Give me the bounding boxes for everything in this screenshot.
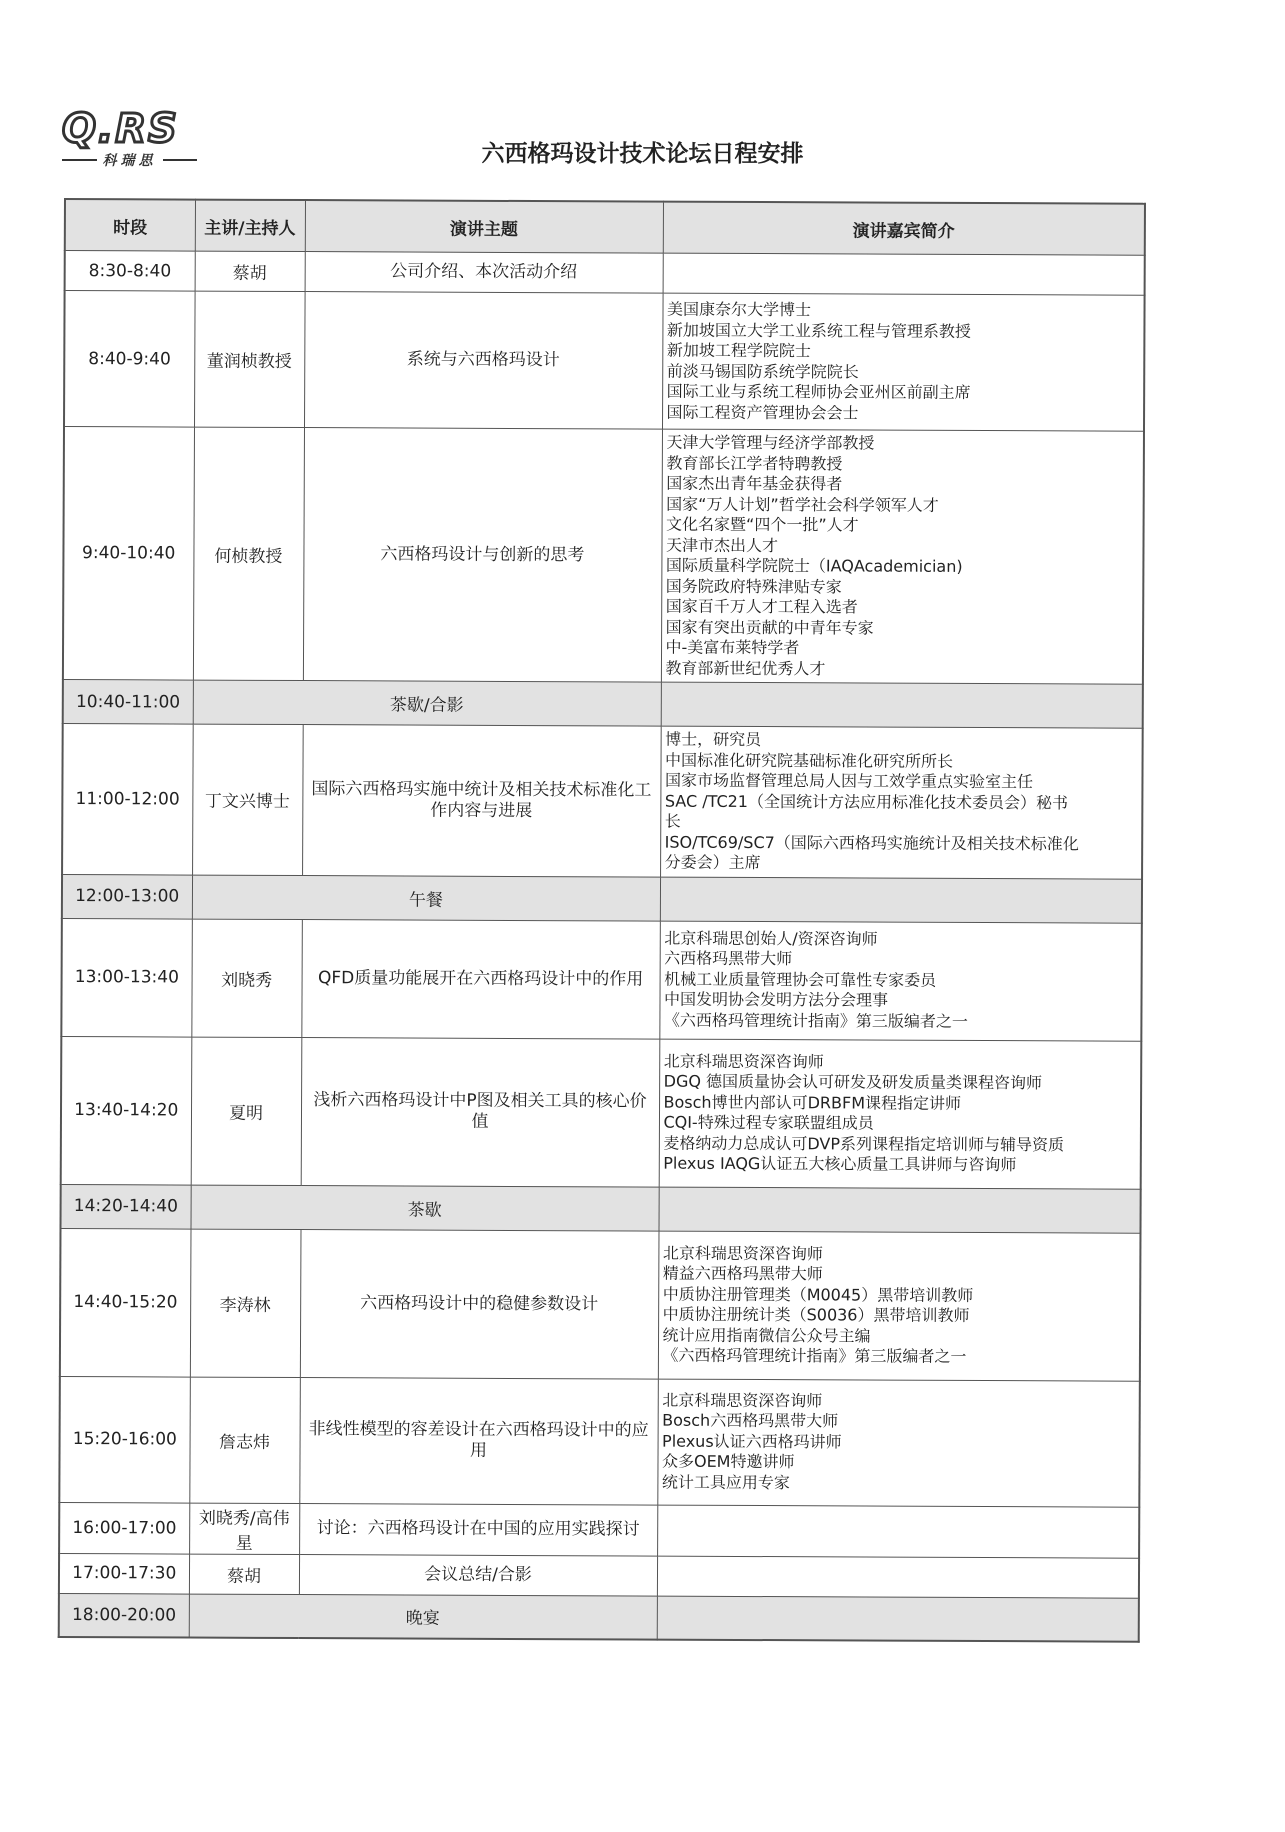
time-cell: 9:40-10:40: [63, 427, 194, 681]
schedule-body: [59, 251, 1145, 1642]
topic-cell: 浅析六西格玛设计中P图及相关工具的核心价值: [301, 1037, 660, 1187]
topic-cell: 系统与六西格玛设计: [304, 292, 663, 430]
table-row: [65, 251, 1145, 296]
bio-line: 新加坡工程学院院士: [666, 340, 811, 361]
column-header-time: 时段: [65, 199, 195, 251]
speaker-cell: 董润桢教授: [194, 291, 305, 427]
topic-cell: 国际六西格玛实施中统计及相关技术标准化工作内容与进展: [302, 725, 661, 877]
bio-cell: [662, 293, 1145, 431]
bio-line: 国家有突出贡献的中青年专家: [665, 617, 874, 638]
speaker-cell: 何桢教授: [193, 427, 304, 680]
bio-line: 麦格纳动力总成认可DVP系列课程指定培训师与辅导资质: [663, 1133, 1065, 1154]
time-cell: 10:40-11:00: [63, 679, 193, 724]
bio-line: Bosch博世内部认可DRBFM课程指定讲师: [663, 1092, 962, 1113]
bio-line: 北京科瑞思资深咨询师: [662, 1390, 823, 1411]
table-row: [59, 1376, 1140, 1507]
speaker-cell: 蔡胡: [189, 1554, 299, 1594]
topic-cell: 非线性模型的容差设计在六西格玛设计中的应用: [299, 1377, 658, 1505]
time-cell: 11:00-12:00: [62, 723, 193, 874]
table-row: [59, 1502, 1139, 1558]
logo-mark: Q.RS: [62, 106, 179, 152]
table-row: [60, 1228, 1141, 1381]
bio-line: 美国康奈尔大学博士: [666, 299, 812, 320]
topic-cell: 公司介绍、本次活动介绍: [305, 252, 663, 294]
speaker-cell: 蔡胡: [195, 251, 305, 291]
bio-cell: [660, 726, 1143, 879]
bio-line: Plexus认证六西格玛讲师: [662, 1431, 842, 1452]
bio-cell: [663, 253, 1145, 295]
bio-line: 北京科瑞思创始人/资深咨询师: [664, 928, 878, 949]
bio-line: 统计应用指南微信公众号主编: [662, 1325, 871, 1346]
time-cell: 13:00-13:40: [61, 918, 192, 1037]
time-cell: 8:40-9:40: [64, 291, 195, 428]
time-cell: 17:00-17:30: [59, 1553, 189, 1594]
time-cell: 15:20-16:00: [59, 1376, 190, 1503]
column-header-bio: 演讲嘉宾简介: [663, 202, 1145, 256]
bio-line: 中质协注册管理类（M0045）黑带培训教师: [662, 1284, 974, 1305]
bio-line: 精益六西格玛黑带大师: [662, 1263, 823, 1284]
bio-line: 前淡马锡国防系统学院院长: [666, 361, 859, 381]
break-label: 茶歇: [191, 1185, 659, 1231]
bio-line: Bosch六西格玛黑带大师: [662, 1410, 839, 1431]
bio-line: 北京科瑞思资深咨询师: [662, 1243, 823, 1263]
bio-cell: [660, 877, 1142, 923]
bio-line: 国家市场监督管理总局人因与工效学重点实验室主任: [664, 770, 1034, 792]
column-header-speaker: 主讲/主持人: [195, 200, 305, 252]
bio-line: 国家百千万人才工程入选者: [665, 596, 858, 617]
speaker-cell: 丁文兴博士: [192, 724, 303, 875]
bio-line: 天津市杰出人才: [665, 535, 779, 555]
bio-line: 长: [664, 811, 681, 831]
bio-line: 国际工业与系统工程师协会亚州区前副主席: [666, 381, 971, 402]
logo-subtitle: 科瑞思: [102, 153, 157, 169]
time-cell: 18:00-20:00: [59, 1593, 189, 1638]
break-row: [59, 1593, 1139, 1642]
bio-line: 国家杰出青年基金获得者: [666, 473, 843, 494]
speaker-cell: 夏明: [191, 1037, 302, 1185]
time-cell: 8:30-8:40: [65, 251, 195, 292]
bio-cell: [657, 1379, 1140, 1507]
bio-line: 众多OEM特邀讲师: [661, 1451, 795, 1472]
table-row: [63, 427, 1144, 685]
bio-line: 国际工程资产管理协会会士: [666, 402, 859, 422]
bio-line: 中-美富布莱特学者: [665, 637, 800, 658]
bio-cell: [659, 1187, 1141, 1233]
bio-line: 新加坡国立大学工业系统工程与管理系教授: [666, 320, 971, 341]
bio-cell: [659, 1039, 1142, 1189]
break-label: 晚宴: [189, 1594, 657, 1640]
bio-line: 北京科瑞思资深咨询师: [663, 1051, 824, 1071]
topic-cell: 六西格玛设计与创新的思考: [303, 428, 662, 683]
time-cell: 12:00-13:00: [62, 874, 192, 919]
bio-cell: [657, 1556, 1139, 1598]
page-title: 六西格玛设计技术论坛日程安排: [481, 141, 804, 167]
bio-line: 教育部长江学者特聘教授: [666, 453, 843, 473]
bio-line: Plexus IAQG认证五大核心质量工具讲师与咨询师: [663, 1153, 1017, 1175]
bio-cell: [657, 1505, 1139, 1558]
time-cell: 14:40-15:20: [60, 1228, 191, 1377]
bio-cell: [661, 429, 1144, 684]
bio-line: DGQ 德国质量协会认可研发及研发质量类课程咨询师: [663, 1071, 1043, 1093]
bio-line: ISO/TC69/SC7（国际六西格玛实施统计及相关技术标准化: [664, 832, 1079, 853]
table-row: [62, 723, 1143, 878]
column-header-topic: 演讲主题: [305, 200, 663, 253]
bio-line: 分委会）主席: [664, 852, 761, 873]
bio-line: 《六西格玛管理统计指南》第三版编者之一: [663, 1010, 968, 1031]
bio-cell: [658, 1231, 1141, 1381]
bio-line: CQI-特殊过程专家联盟组成员: [663, 1112, 874, 1133]
bio-line: 六西格玛黑带大师: [664, 948, 793, 969]
speaker-cell: 詹志炜: [189, 1377, 300, 1503]
bio-line: 统计工具应用专家: [661, 1472, 790, 1492]
bio-line: 国际质量科学院院士（IAQAcademician): [665, 555, 963, 576]
bio-line: 文化名家暨“四个一批”人才: [666, 514, 859, 535]
topic-cell: 讨论：六西格玛设计在中国的应用实践探讨: [299, 1503, 657, 1556]
schedule-sheet: [58, 198, 1144, 1643]
break-label: 茶歇/合影: [193, 680, 661, 726]
bio-cell: [659, 921, 1142, 1041]
bio-line: 博士，研究员: [665, 729, 762, 750]
bio-line: 中国发明协会发明方法分会理事: [663, 989, 889, 1010]
bio-line: 教育部新世纪优秀人才: [665, 658, 826, 678]
break-label: 午餐: [192, 875, 660, 921]
bio-line: 天津大学管理与经济学部教授: [666, 432, 875, 453]
time-cell: 16:00-17:00: [59, 1502, 189, 1554]
topic-cell: 六西格玛设计中的稳健参数设计: [300, 1229, 659, 1379]
table-header-row: [65, 199, 1145, 255]
time-cell: 14:20-14:40: [61, 1184, 191, 1229]
speaker-cell: 刘晓秀: [191, 919, 302, 1037]
bio-line: SAC /TC21（全国统计方法应用标准化技术委员会）秘书: [664, 791, 1069, 812]
bio-line: 机械工业质量管理协会可靠性专家委员: [664, 969, 937, 990]
break-row: [62, 874, 1142, 923]
schedule-table: [58, 198, 1146, 1643]
bio-line: 国务院政府特殊津贴专家: [665, 576, 842, 596]
bio-line: 中国标准化研究院基础标准化研究所所长: [665, 750, 954, 771]
break-row: [61, 1184, 1141, 1233]
bio-line: 国家“万人计划”哲学社会科学领军人才: [666, 494, 939, 515]
bio-line: 《六西格玛管理统计指南》第三版编者之一: [662, 1345, 967, 1366]
time-cell: 13:40-14:20: [61, 1036, 192, 1185]
break-row: [63, 679, 1143, 728]
bio-cell: [657, 1596, 1139, 1642]
topic-cell: QFD质量功能展开在六西格玛设计中的作用: [301, 919, 660, 1039]
table-row: [59, 1553, 1139, 1598]
table-row: [61, 1036, 1142, 1189]
speaker-cell: 李涛林: [190, 1229, 301, 1377]
speaker-cell: 刘晓秀/高伟星: [189, 1503, 299, 1554]
bio-line: 中质协注册统计类（S0036）黑带培训教师: [662, 1304, 970, 1325]
table-row: [64, 291, 1145, 432]
bio-cell: [661, 682, 1143, 728]
topic-cell: 会议总结/合影: [299, 1554, 657, 1596]
table-row: [61, 918, 1142, 1041]
